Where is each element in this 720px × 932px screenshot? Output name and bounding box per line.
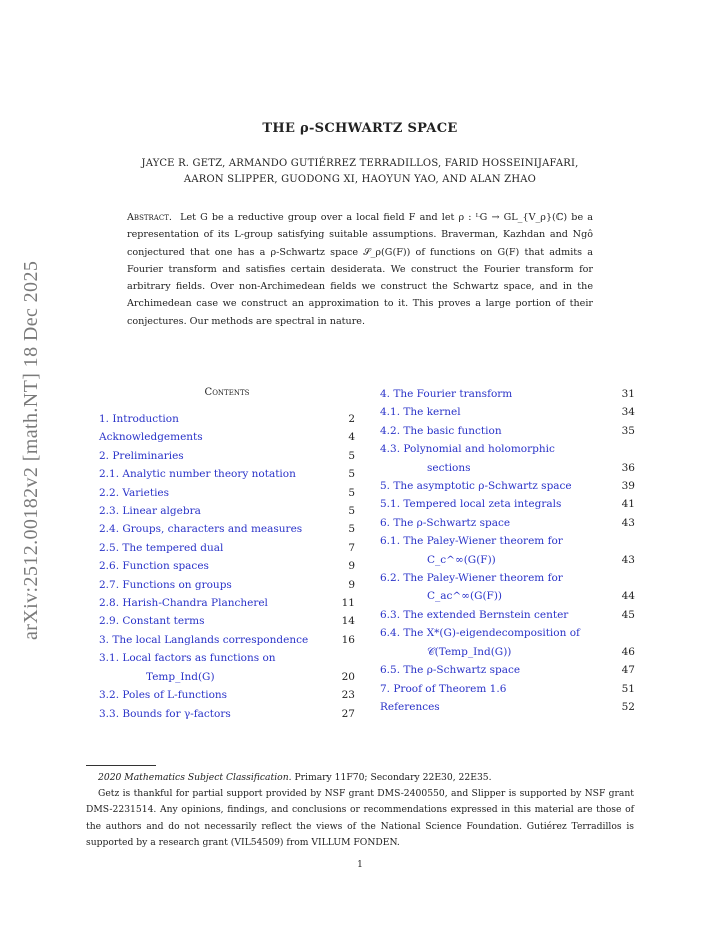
toc-entry-page: 36 xyxy=(621,461,635,474)
toc-entry-link[interactable] xyxy=(99,631,308,649)
toc-entry-page: 16 xyxy=(341,633,355,646)
toc-entry-page: 5 xyxy=(348,486,355,499)
toc-entry-label: 2.3. Linear algebra xyxy=(99,505,201,518)
toc-entry-label: 4.3. Polynomial and holomorphic xyxy=(380,443,555,456)
toc-entry-page: 27 xyxy=(341,707,355,720)
toc-entry-page: 52 xyxy=(621,700,635,713)
toc-entry-page: 39 xyxy=(621,480,635,493)
toc-entry[interactable] xyxy=(99,428,355,446)
toc-entry-label-continued: sections xyxy=(427,461,471,474)
toc-entry-page: 5 xyxy=(348,523,355,536)
toc-entry-page: 2 xyxy=(348,413,355,425)
toc-entry-link[interactable] xyxy=(380,440,555,477)
toc-entry-page: 35 xyxy=(621,424,635,437)
toc-entry[interactable] xyxy=(99,539,355,557)
toc-entry-label: 5. The asymptotic ρ-Schwartz space xyxy=(380,480,572,493)
toc-entry-page: 14 xyxy=(341,615,355,628)
toc-entry[interactable] xyxy=(99,484,355,502)
toc-entry-page: 7 xyxy=(348,541,355,554)
contents-heading: Contents xyxy=(204,387,250,398)
toc-entry-link[interactable] xyxy=(99,539,223,557)
toc-entry-link[interactable] xyxy=(99,502,201,520)
toc-entry-link[interactable] xyxy=(380,661,520,679)
toc-entry-page: 44 xyxy=(621,590,635,603)
toc-entry[interactable] xyxy=(380,514,635,532)
abstract-heading: Abstract. xyxy=(127,212,172,223)
toc-entry[interactable] xyxy=(380,661,635,679)
toc-entry-label: 5.1. Tempered local zeta integrals xyxy=(380,498,562,511)
toc-entry-link[interactable] xyxy=(380,606,568,624)
toc-entry-link[interactable] xyxy=(380,495,561,513)
toc-entry[interactable] xyxy=(99,502,355,520)
toc-entry-page: 9 xyxy=(348,578,355,591)
toc-right-column xyxy=(380,385,635,716)
msc-label: 2020 Mathematics Subject Classification. xyxy=(98,772,292,783)
toc-entry[interactable] xyxy=(99,410,355,428)
toc-entry-label-continued: Temp_Ind(G) xyxy=(146,670,215,683)
toc-entry-label: 6.1. The Paley-Wiener theorem for xyxy=(380,535,563,548)
toc-entry-label: 2. Preliminaries xyxy=(99,449,184,462)
toc-entry-link[interactable] xyxy=(380,514,510,532)
toc-entry-page: 47 xyxy=(621,664,635,677)
toc-entry-page: 45 xyxy=(621,608,635,621)
toc-entry[interactable] xyxy=(99,576,355,594)
toc-entry-link[interactable] xyxy=(99,594,268,612)
toc-entry-label: 2.1. Analytic number theory notation xyxy=(99,468,296,481)
toc-entry-page: 11 xyxy=(341,597,355,610)
toc-entry-link[interactable] xyxy=(380,532,563,569)
toc-entry-label: 3.3. Bounds for γ-factors xyxy=(99,707,231,720)
toc-entry[interactable] xyxy=(99,520,355,538)
toc-entry-link[interactable] xyxy=(380,477,572,495)
toc-entry-label: 6.4. The X*(G)-eigendecomposition of xyxy=(380,627,580,640)
toc-entry-link[interactable] xyxy=(380,385,512,403)
toc-entry-page: 46 xyxy=(621,645,635,658)
toc-entry[interactable] xyxy=(380,385,635,403)
toc-entry-link[interactable] xyxy=(99,465,296,483)
toc-entry[interactable] xyxy=(99,465,355,483)
toc-entry[interactable] xyxy=(380,440,635,477)
toc-entry-page: 41 xyxy=(621,498,635,511)
toc-left-column xyxy=(99,410,355,723)
toc-entry-label-continued: 𝒞(Temp_Ind(G)) xyxy=(427,645,512,658)
toc-entry-link[interactable] xyxy=(380,403,461,421)
toc-entry-label: 2.8. Harish-Chandra Plancherel xyxy=(99,597,268,610)
toc-entry-link[interactable] xyxy=(99,520,302,538)
toc-entry-label: 1. Introduction xyxy=(99,413,179,425)
toc-entry[interactable] xyxy=(380,680,635,698)
toc-entry[interactable] xyxy=(99,705,355,723)
toc-entry-link[interactable] xyxy=(99,576,232,594)
toc-entry-link[interactable] xyxy=(99,705,231,723)
msc-text: Primary 11F70; Secondary 22E30, 22E35. xyxy=(294,772,492,783)
toc-entry-link[interactable] xyxy=(99,612,204,630)
toc-entry[interactable] xyxy=(99,594,355,612)
toc-entry[interactable] xyxy=(380,422,635,440)
toc-entry-page: 51 xyxy=(621,682,635,695)
toc-entry-label: 4.2. The basic function xyxy=(380,424,502,437)
toc-entry-label: 2.4. Groups, characters and measures xyxy=(99,523,303,536)
toc-entry-label: References xyxy=(380,700,440,713)
toc-entry[interactable] xyxy=(99,686,355,704)
toc-entry-label: 2.5. The tempered dual xyxy=(99,541,224,554)
toc-entry-label: 7. Proof of Theorem 1.6 xyxy=(380,682,507,695)
toc-entry[interactable] xyxy=(99,631,355,649)
toc-entry-label-continued: C_ac^∞(G(F)) xyxy=(427,590,503,603)
toc-entry-label-continued: C_c^∞(G(F)) xyxy=(427,553,496,566)
toc-entry-page: 23 xyxy=(341,689,355,702)
toc-entry-label: 4.1. The kernel xyxy=(380,406,461,419)
toc-entry-page: 9 xyxy=(348,560,355,573)
toc-entry-link[interactable] xyxy=(380,624,580,661)
toc-entry-label: 3.2. Poles of L-functions xyxy=(99,689,228,702)
toc-entry-label: 2.2. Varieties xyxy=(99,486,170,499)
toc-entry[interactable] xyxy=(99,447,355,465)
toc-entry-page: 5 xyxy=(348,449,355,462)
toc-entry-link[interactable] xyxy=(99,557,209,575)
funding-footnote: Getz is thankful for partial support provided by NSF grant DMS-2400550, and Slipper is supported by NSF grant DMS-2231514. Any opinions, findings, and conclusions or recommendations expressed in this material are those of the authors and do not necessarily reflect the views of the National Science Foundation. Gutiérez Terradillos is supported by a research grant (VIL54509) from VILLUM FONDEN. xyxy=(86,788,634,848)
toc-entry[interactable] xyxy=(380,403,635,421)
toc-entry-page: 43 xyxy=(621,553,635,566)
author-list xyxy=(100,156,620,188)
toc-entry-link[interactable] xyxy=(99,447,184,465)
toc-entry-label: 6.3. The extended Bernstein center xyxy=(380,608,569,621)
toc-entry[interactable] xyxy=(380,477,635,495)
toc-entry[interactable] xyxy=(380,698,635,716)
toc-entry-link[interactable] xyxy=(99,484,169,502)
toc-entry-label: 6.5. The ρ-Schwartz space xyxy=(380,664,521,677)
toc-entry[interactable] xyxy=(99,557,355,575)
abstract-text: Let G be a reductive group over a local field F and let ρ : ᴸG → GL_{V_ρ}(ℂ) be a representation of its L-group satisfying suitable assumptions. Braverman, Kazhdan and Ngô conjectured that one has a ρ-Schwartz space 𝒮_ρ(G(F)) of functions on G(F) that admits a Fourier transform and satisfies certain desiderata. We construct the Fourier transform for arbitrary fields. Over non-Archimedean fields we construct the Schwartz space, and in the Archimedean case we construct an approximation to it. This proves a large portion of their conjectures. Our methods are spectral in nature. xyxy=(127,212,593,327)
author-line: JAYCE R. GETZ, ARMANDO GUTIÉRREZ TERRADILLOS, FARID HOSSEINIJAFARI, xyxy=(141,158,579,169)
toc-entry-label: 2.6. Function spaces xyxy=(99,560,209,573)
toc-entry-page: 5 xyxy=(348,468,355,481)
page-number: 1 xyxy=(357,860,363,870)
toc-entry-label: 2.7. Functions on groups xyxy=(99,578,232,591)
msc-footnote xyxy=(86,770,634,786)
toc-entry-page: 43 xyxy=(621,516,635,529)
toc-entry-link[interactable] xyxy=(99,686,227,704)
toc-entry-link[interactable] xyxy=(99,428,203,446)
toc-entry-link[interactable] xyxy=(99,649,276,686)
toc-entry[interactable] xyxy=(380,532,635,569)
toc-entry-link[interactable] xyxy=(380,569,563,606)
footnotes xyxy=(86,770,634,851)
toc-entry-page: 20 xyxy=(341,670,355,683)
toc-entry-link[interactable] xyxy=(99,410,179,428)
toc-entry-label: 4. The Fourier transform xyxy=(380,388,513,400)
toc-entry[interactable] xyxy=(99,649,355,686)
toc-entry-link[interactable] xyxy=(380,422,502,440)
toc-entry[interactable] xyxy=(380,495,635,513)
toc-entry-page: 31 xyxy=(621,388,635,400)
toc-entry[interactable] xyxy=(380,624,635,661)
toc-entry-link[interactable] xyxy=(380,680,506,698)
arxiv-identifier: arXiv:2512.00182v2 [math.NT] 18 Dec 2025 xyxy=(20,260,42,640)
toc-entry-label: 2.9. Constant terms xyxy=(99,615,205,628)
toc-entry-page: 5 xyxy=(348,505,355,518)
toc-entry[interactable] xyxy=(99,612,355,630)
toc-entry-label: 3.1. Local factors as functions on xyxy=(99,652,276,665)
footnote-rule xyxy=(86,765,156,766)
toc-entry-label: 3. The local Langlands correspondence xyxy=(99,633,309,646)
toc-entry[interactable] xyxy=(380,606,635,624)
paper-title: THE ρ-SCHWARTZ SPACE xyxy=(262,121,458,136)
toc-entry[interactable] xyxy=(380,569,635,606)
toc-entry-link[interactable] xyxy=(380,698,440,716)
toc-entry-label: 6. The ρ-Schwartz space xyxy=(380,516,511,529)
author-line: AARON SLIPPER, GUODONG XI, HAOYUN YAO, AND ALAN ZHAO xyxy=(183,174,537,185)
toc-entry-page: 34 xyxy=(621,406,635,419)
toc-entry-label: 6.2. The Paley-Wiener theorem for xyxy=(380,572,563,585)
toc-entry-label: Acknowledgements xyxy=(99,431,203,444)
toc-entry-page: 4 xyxy=(348,431,355,444)
abstract xyxy=(127,209,593,330)
